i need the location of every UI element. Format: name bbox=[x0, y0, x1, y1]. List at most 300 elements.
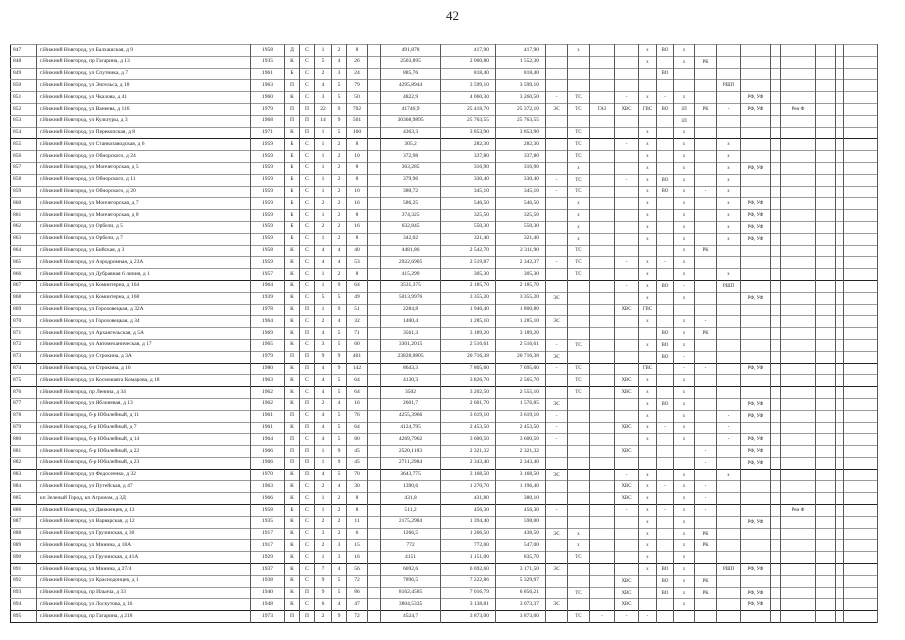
apartments-cell: 86 bbox=[347, 587, 368, 599]
heat-supply-cell bbox=[568, 469, 590, 481]
series-code-cell: С bbox=[300, 221, 315, 233]
area-2-cell: 1 151,00 bbox=[441, 552, 496, 564]
cold-water-cell: ХВС bbox=[615, 493, 639, 505]
zl-mark-cell: х bbox=[674, 410, 695, 422]
year-built-cell: 1960 bbox=[251, 92, 285, 104]
spacer-cell bbox=[368, 363, 381, 375]
cold-water-cell: - bbox=[615, 174, 639, 186]
wall-material-cell: П bbox=[285, 115, 300, 127]
heat-supply-cell: х bbox=[568, 210, 590, 222]
year-built-cell: 1963 bbox=[251, 481, 285, 493]
area-3-cell: 3 619,10 bbox=[496, 410, 546, 422]
area-2-cell: 2 321,32 bbox=[441, 446, 496, 458]
rk-mark-cell: РК bbox=[695, 103, 717, 115]
spacer-cell bbox=[368, 280, 381, 292]
wall-material-cell: Б bbox=[285, 68, 300, 80]
heat-supply-cell bbox=[568, 599, 590, 611]
spacer-cell bbox=[816, 56, 836, 68]
gas-supply-cell bbox=[590, 363, 615, 375]
total-area-cell: 7896,5 bbox=[381, 575, 441, 587]
spacer-cell bbox=[836, 80, 844, 92]
address-cell: г.Нижний Новгород, ул Энгельса, д 18 bbox=[37, 80, 251, 92]
rshp-mark-cell bbox=[717, 292, 741, 304]
cold-water-cell bbox=[615, 434, 639, 446]
electric-supply-cell: ЭС bbox=[546, 469, 568, 481]
spacer-cell bbox=[836, 328, 844, 340]
area-3-cell: 818,40 bbox=[496, 68, 546, 80]
rf-uf-mark-cell: РФ, УФ bbox=[741, 103, 771, 115]
year-built-cell: 1917 bbox=[251, 528, 285, 540]
heat-supply-cell: ТС bbox=[568, 375, 590, 387]
row-number-cell: 869 bbox=[11, 304, 37, 316]
row-number-cell: 886 bbox=[11, 505, 37, 517]
storeys-cell: 4 bbox=[332, 257, 347, 269]
entrances-cell: 22 bbox=[315, 103, 332, 115]
rk-mark-cell bbox=[695, 552, 717, 564]
zl-mark-cell: х bbox=[674, 198, 695, 210]
spacer-cell bbox=[844, 363, 878, 375]
total-area-cell: 2175,2984 bbox=[381, 516, 441, 528]
spacer-cell bbox=[368, 139, 381, 151]
apartments-cell: 10 bbox=[347, 151, 368, 163]
cold-water-cell bbox=[615, 292, 639, 304]
storeys-cell: 9 bbox=[332, 611, 347, 623]
storeys-cell: 4 bbox=[332, 481, 347, 493]
spacer-cell bbox=[844, 151, 878, 163]
series-code-cell: С bbox=[300, 434, 315, 446]
year-built-cell: 1978 bbox=[251, 304, 285, 316]
heat-supply-cell: ТС bbox=[568, 245, 590, 257]
rem-f-mark-cell bbox=[781, 493, 816, 505]
spacer-cell bbox=[771, 505, 781, 517]
rem-f-mark-cell bbox=[781, 375, 816, 387]
electric-supply-cell bbox=[546, 162, 568, 174]
area-2-cell: 772,00 bbox=[441, 540, 496, 552]
spacer-cell bbox=[844, 339, 878, 351]
area-2-cell: 330,40 bbox=[441, 174, 496, 186]
heat-supply-cell bbox=[568, 292, 590, 304]
total-area-cell: 379,96 bbox=[381, 174, 441, 186]
spacer-cell bbox=[816, 92, 836, 104]
storeys-cell: 3 bbox=[332, 552, 347, 564]
total-area-cell: 3643,775 bbox=[381, 469, 441, 481]
area-2-cell: 417,90 bbox=[441, 45, 496, 57]
electric-supply-cell: - bbox=[546, 434, 568, 446]
series-code-cell: П bbox=[300, 328, 315, 340]
year-built-cell: 1959 bbox=[251, 198, 285, 210]
spacer-cell bbox=[771, 446, 781, 458]
storeys-cell: 5 bbox=[332, 92, 347, 104]
rem-f-mark-cell bbox=[781, 516, 816, 528]
rk-mark-cell bbox=[695, 469, 717, 481]
spacer-cell bbox=[844, 174, 878, 186]
spacer-cell bbox=[836, 245, 844, 257]
spacer-cell bbox=[771, 316, 781, 328]
rk-mark-cell bbox=[695, 387, 717, 399]
address-cell: г.Нижний Новгород, ул Космонавта Комарова, д 18 bbox=[37, 375, 251, 387]
series-code-cell: С bbox=[300, 505, 315, 517]
spacer-cell bbox=[844, 304, 878, 316]
row-number-cell: 855 bbox=[11, 139, 37, 151]
spacer-cell bbox=[368, 351, 381, 363]
table-row bbox=[11, 587, 878, 599]
row-number-cell: 864 bbox=[11, 245, 37, 257]
hot-water-cell: х bbox=[639, 469, 657, 481]
area-2-cell: 2 519,87 bbox=[441, 257, 496, 269]
rshp-mark-cell bbox=[717, 552, 741, 564]
drainage-cell bbox=[657, 387, 674, 399]
area-2-cell: 3 826,70 bbox=[441, 375, 496, 387]
table-row bbox=[11, 599, 878, 611]
rem-f-mark-cell bbox=[781, 304, 816, 316]
spacer-cell bbox=[368, 186, 381, 198]
year-built-cell: 1966 bbox=[251, 457, 285, 469]
spacer-cell bbox=[771, 469, 781, 481]
area-2-cell: 3 202,50 bbox=[441, 387, 496, 399]
address-cell: г.Нижний Новгород, ул Перекопская, д 8 bbox=[37, 127, 251, 139]
spacer-cell bbox=[368, 233, 381, 245]
row-number-cell: 895 bbox=[11, 611, 37, 623]
spacer-cell bbox=[771, 56, 781, 68]
gas-supply-cell bbox=[590, 162, 615, 174]
series-code-cell: С bbox=[300, 151, 315, 163]
spacer-cell bbox=[771, 257, 781, 269]
address-cell: г.Нижний Новгород, ул Спутника, д 7 bbox=[37, 68, 251, 80]
wall-material-cell: К bbox=[285, 257, 300, 269]
cold-water-cell bbox=[615, 45, 639, 57]
wall-material-cell: К bbox=[285, 280, 300, 292]
rshp-mark-cell: х bbox=[717, 269, 741, 281]
cold-water-cell bbox=[615, 316, 639, 328]
hot-water-cell: х bbox=[639, 127, 657, 139]
gas-supply-cell bbox=[590, 245, 615, 257]
total-area-cell: 431,8 bbox=[381, 493, 441, 505]
series-code-cell: С bbox=[300, 493, 315, 505]
row-number-cell: 863 bbox=[11, 233, 37, 245]
spacer-cell bbox=[836, 493, 844, 505]
area-3-cell: 1 800,80 bbox=[496, 304, 546, 316]
series-code-cell: С bbox=[300, 552, 315, 564]
spacer-cell bbox=[836, 103, 844, 115]
spacer-cell bbox=[771, 434, 781, 446]
area-3-cell: 3 853,90 bbox=[496, 127, 546, 139]
cold-water-cell bbox=[615, 564, 639, 576]
spacer-cell bbox=[816, 363, 836, 375]
zl-mark-cell: х bbox=[674, 552, 695, 564]
gas-supply-cell bbox=[590, 186, 615, 198]
row-number-cell: 867 bbox=[11, 280, 37, 292]
spacer-cell bbox=[844, 611, 878, 623]
cold-water-cell: ХВС bbox=[615, 375, 639, 387]
gas-supply-cell bbox=[590, 351, 615, 363]
spacer-cell bbox=[816, 115, 836, 127]
wall-material-cell: Б bbox=[285, 221, 300, 233]
rshp-mark-cell: х bbox=[717, 186, 741, 198]
year-built-cell: 1959 bbox=[251, 233, 285, 245]
spacer-cell bbox=[368, 587, 381, 599]
spacer-cell bbox=[836, 304, 844, 316]
rem-f-mark-cell bbox=[781, 540, 816, 552]
cold-water-cell bbox=[615, 552, 639, 564]
gas-supply-cell bbox=[590, 564, 615, 576]
spacer-cell bbox=[844, 575, 878, 587]
zl-mark-cell: х bbox=[674, 210, 695, 222]
zl-mark-cell: х bbox=[674, 387, 695, 399]
electric-supply-cell: - bbox=[546, 410, 568, 422]
drainage-cell bbox=[657, 292, 674, 304]
spacer-cell bbox=[844, 210, 878, 222]
spacer-cell bbox=[771, 328, 781, 340]
apartments-cell: 26 bbox=[347, 56, 368, 68]
spacer-cell bbox=[844, 375, 878, 387]
spacer-cell bbox=[816, 528, 836, 540]
rem-f-mark-cell bbox=[781, 564, 816, 576]
rf-uf-mark-cell: РФ, УФ bbox=[741, 198, 771, 210]
spacer-cell bbox=[771, 387, 781, 399]
spacer-cell bbox=[368, 103, 381, 115]
storeys-cell: 5 bbox=[332, 587, 347, 599]
storeys-cell: 2 bbox=[332, 516, 347, 528]
rf-uf-mark-cell bbox=[741, 611, 771, 623]
apartments-cell: 8 bbox=[347, 139, 368, 151]
rf-uf-mark-cell bbox=[741, 115, 771, 127]
rem-f-mark-cell bbox=[781, 469, 816, 481]
area-2-cell: 6 692,60 bbox=[441, 564, 496, 576]
wall-material-cell: К bbox=[285, 363, 300, 375]
rem-f-mark-cell bbox=[781, 422, 816, 434]
rf-uf-mark-cell: РФ, УФ bbox=[741, 292, 771, 304]
hot-water-cell: х bbox=[639, 316, 657, 328]
wall-material-cell: П bbox=[285, 611, 300, 623]
hot-water-cell: ГВС bbox=[639, 304, 657, 316]
hot-water-cell: х bbox=[639, 528, 657, 540]
spacer-cell bbox=[368, 398, 381, 410]
row-number-cell: 859 bbox=[11, 186, 37, 198]
area-3-cell: 20 716,38 bbox=[496, 351, 546, 363]
row-number-cell: 884 bbox=[11, 481, 37, 493]
gas-supply-cell bbox=[590, 398, 615, 410]
row-number-cell: 891 bbox=[11, 564, 37, 576]
rf-uf-mark-cell bbox=[741, 528, 771, 540]
area-3-cell: 1 196,40 bbox=[496, 481, 546, 493]
apartments-cell: 50 bbox=[347, 92, 368, 104]
area-3-cell: 2 343,40 bbox=[496, 457, 546, 469]
wall-material-cell: К bbox=[285, 564, 300, 576]
apartments-cell: 8 bbox=[347, 493, 368, 505]
address-cell: г.Нижний Новгород, пр Гагарина, д 218 bbox=[37, 611, 251, 623]
area-2-cell: 282,30 bbox=[441, 139, 496, 151]
rk-mark-cell bbox=[695, 210, 717, 222]
spacer-cell bbox=[771, 115, 781, 127]
rem-f-mark-cell bbox=[781, 186, 816, 198]
table-row bbox=[11, 127, 878, 139]
table-row bbox=[11, 280, 878, 292]
area-2-cell: 3 138,81 bbox=[441, 599, 496, 611]
zl-mark-cell: х bbox=[674, 92, 695, 104]
storeys-cell: 5 bbox=[332, 410, 347, 422]
hot-water-cell: х bbox=[639, 375, 657, 387]
rshp-mark-cell: х bbox=[717, 469, 741, 481]
rshp-mark-cell bbox=[717, 505, 741, 517]
heat-supply-cell bbox=[568, 80, 590, 92]
area-3-cell: 337,80 bbox=[496, 151, 546, 163]
series-code-cell: С bbox=[300, 257, 315, 269]
heat-supply-cell bbox=[568, 516, 590, 528]
address-cell: г.Нижний Новгород, ул Коминтерна, д 164 bbox=[37, 280, 251, 292]
spacer-cell bbox=[844, 446, 878, 458]
spacer-cell bbox=[844, 45, 878, 57]
rk-mark-cell: - bbox=[695, 186, 717, 198]
spacer-cell bbox=[836, 410, 844, 422]
zl-mark-cell: х bbox=[674, 174, 695, 186]
zl-mark-cell bbox=[674, 68, 695, 80]
drainage-cell: - bbox=[657, 505, 674, 517]
zl-mark-cell: х bbox=[674, 56, 695, 68]
area-3-cell: 3 168,50 bbox=[496, 469, 546, 481]
spacer-cell bbox=[836, 257, 844, 269]
address-cell: г.Нижний Новгород, б-р Юбилейный, д 11 bbox=[37, 410, 251, 422]
spacer-cell bbox=[368, 564, 381, 576]
table-row bbox=[11, 103, 878, 115]
rshp-mark-cell bbox=[717, 363, 741, 375]
area-2-cell: 1 946,40 bbox=[441, 304, 496, 316]
table-row bbox=[11, 446, 878, 458]
row-number-cell: 872 bbox=[11, 339, 37, 351]
series-code-cell: П bbox=[300, 469, 315, 481]
hot-water-cell: х bbox=[639, 45, 657, 57]
rshp-mark-cell bbox=[717, 446, 741, 458]
row-number-cell: 883 bbox=[11, 469, 37, 481]
address-cell: г.Нижний Новгород, пр Ильича, д 33 bbox=[37, 587, 251, 599]
rk-mark-cell: - bbox=[695, 493, 717, 505]
spacer-cell bbox=[836, 139, 844, 151]
total-area-cell: 23828,0805 bbox=[381, 351, 441, 363]
rf-uf-mark-cell bbox=[741, 387, 771, 399]
cold-water-cell bbox=[615, 339, 639, 351]
year-built-cell: 1969 bbox=[251, 328, 285, 340]
spacer-cell bbox=[836, 186, 844, 198]
electric-supply-cell bbox=[546, 587, 568, 599]
rk-mark-cell: - bbox=[695, 481, 717, 493]
drainage-cell: - bbox=[657, 92, 674, 104]
electric-supply-cell bbox=[546, 245, 568, 257]
spacer-cell bbox=[771, 174, 781, 186]
area-2-cell: 456,30 bbox=[441, 505, 496, 517]
heat-supply-cell bbox=[568, 280, 590, 292]
spacer-cell bbox=[816, 233, 836, 245]
rf-uf-mark-cell: РФ, УФ bbox=[741, 564, 771, 576]
address-cell: г.Нижний Новгород, б-р Юбилейный, д 14 bbox=[37, 434, 251, 446]
area-2-cell: 2 601,70 bbox=[441, 398, 496, 410]
spacer-cell bbox=[836, 611, 844, 623]
apartments-cell: 6 bbox=[347, 528, 368, 540]
spacer-cell bbox=[844, 186, 878, 198]
drainage-cell bbox=[657, 516, 674, 528]
rem-f-mark-cell bbox=[781, 210, 816, 222]
spacer-cell bbox=[836, 292, 844, 304]
storeys-cell: 9 bbox=[332, 115, 347, 127]
series-code-cell: С bbox=[300, 92, 315, 104]
entrances-cell: 9 bbox=[315, 587, 332, 599]
storeys-cell: 5 bbox=[332, 434, 347, 446]
entrances-cell: 1 bbox=[315, 457, 332, 469]
spacer-cell bbox=[816, 457, 836, 469]
storeys-cell: 9 bbox=[332, 304, 347, 316]
apartments-cell: 8 bbox=[347, 233, 368, 245]
gas-supply-cell bbox=[590, 540, 615, 552]
hot-water-cell bbox=[639, 115, 657, 127]
drainage-cell: ВО bbox=[657, 339, 674, 351]
apartments-cell: 79 bbox=[347, 80, 368, 92]
table-row bbox=[11, 269, 878, 281]
wall-material-cell: К bbox=[285, 516, 300, 528]
zl-mark-cell: х bbox=[674, 422, 695, 434]
spacer-cell bbox=[771, 68, 781, 80]
entrances-cell: 1 bbox=[315, 174, 332, 186]
spacer-cell bbox=[844, 328, 878, 340]
rem-f-mark-cell bbox=[781, 198, 816, 210]
heat-supply-cell bbox=[568, 457, 590, 469]
spacer-cell bbox=[368, 151, 381, 163]
spacer-cell bbox=[816, 186, 836, 198]
spacer-cell bbox=[771, 410, 781, 422]
heat-supply-cell bbox=[568, 56, 590, 68]
gas-supply-cell bbox=[590, 552, 615, 564]
storeys-cell: 2 bbox=[332, 493, 347, 505]
heat-supply-cell: ТС bbox=[568, 103, 590, 115]
entrances-cell: 4 bbox=[315, 375, 332, 387]
electric-supply-cell bbox=[546, 446, 568, 458]
row-number-cell: 849 bbox=[11, 68, 37, 80]
spacer-cell bbox=[844, 316, 878, 328]
table-row bbox=[11, 481, 878, 493]
drainage-cell bbox=[657, 552, 674, 564]
wall-material-cell: Б bbox=[285, 198, 300, 210]
drainage-cell bbox=[657, 304, 674, 316]
storeys-cell: 4 bbox=[332, 564, 347, 576]
drainage-cell bbox=[657, 540, 674, 552]
hot-water-cell: х bbox=[639, 292, 657, 304]
gas-supply-cell bbox=[590, 587, 615, 599]
spacer-cell bbox=[836, 575, 844, 587]
storeys-cell: 5 bbox=[332, 80, 347, 92]
spacer-cell bbox=[844, 434, 878, 446]
total-area-cell: 342,02 bbox=[381, 233, 441, 245]
hot-water-cell: х bbox=[639, 434, 657, 446]
spacer-cell bbox=[816, 139, 836, 151]
year-built-cell: 1961 bbox=[251, 68, 285, 80]
apartments-cell: 8 bbox=[347, 505, 368, 517]
spacer-cell bbox=[844, 481, 878, 493]
rem-f-mark-cell bbox=[781, 552, 816, 564]
cold-water-cell: ХВС bbox=[615, 575, 639, 587]
year-built-cell: 1938 bbox=[251, 575, 285, 587]
cold-water-cell bbox=[615, 127, 639, 139]
spacer-cell bbox=[844, 198, 878, 210]
row-number-cell: 881 bbox=[11, 446, 37, 458]
year-built-cell: 1959 bbox=[251, 257, 285, 269]
area-3-cell: 6 856,21 bbox=[496, 587, 546, 599]
spacer-cell bbox=[844, 162, 878, 174]
spacer-cell bbox=[368, 328, 381, 340]
hot-water-cell: - bbox=[639, 611, 657, 623]
electric-supply-cell: - bbox=[546, 363, 568, 375]
spacer-cell bbox=[771, 292, 781, 304]
rk-mark-cell: РК bbox=[695, 540, 717, 552]
row-number-cell: 879 bbox=[11, 422, 37, 434]
series-code-cell: С bbox=[300, 481, 315, 493]
rem-f-mark-cell bbox=[781, 446, 816, 458]
